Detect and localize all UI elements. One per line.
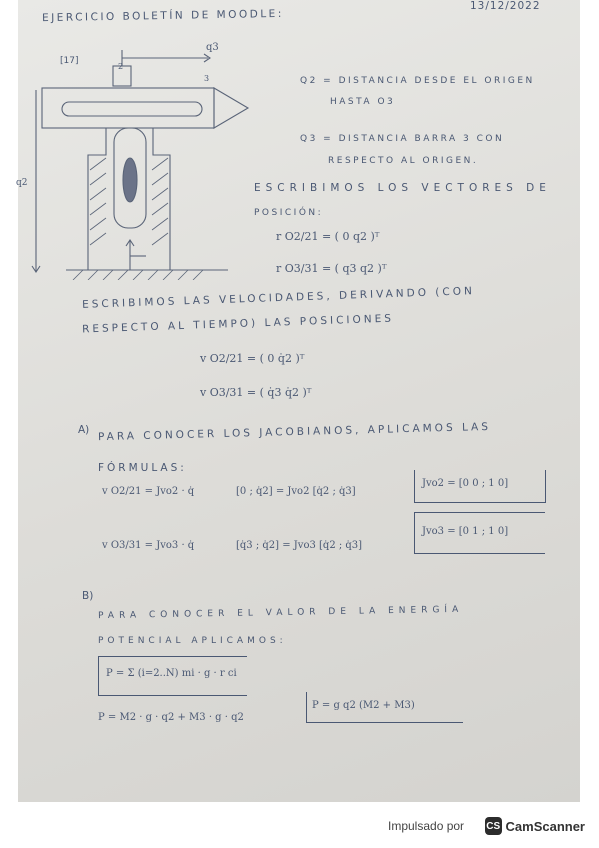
energy-formula: P = Σ (i=2..N) mi · g · r ci xyxy=(106,668,237,679)
velocity-intro-cont: RESPECTO AL TIEMPO) LAS POSICIONES xyxy=(81,312,395,336)
position-vector-o2: r O2/21 = ( 0 q2 )ᵀ xyxy=(276,230,380,243)
position-intro-cont: POSICIÓN: xyxy=(254,208,324,218)
page-title: EJERCICIO BOLETÍN DE MOODLE: xyxy=(41,7,284,25)
mechanism-sketch xyxy=(18,40,278,280)
jacobian-eq2-mid: [q̇3 ; q̇2] = Jvo3 [q̇2 ; q̇3] xyxy=(236,540,363,551)
jacobian-jvo2: Jvo2 = [0 0 ; 1 0] xyxy=(422,478,509,489)
q3-definition-cont: RESPECTO AL ORIGEN. xyxy=(328,156,479,166)
page-date: 13/12/2022 xyxy=(470,0,541,12)
q2-definition-cont: HASTA O3 xyxy=(330,97,396,107)
energy-result: P = g q2 (M2 + M3) xyxy=(312,700,415,711)
position-vector-o3: r O3/31 = ( q3 q2 )ᵀ xyxy=(276,262,387,275)
energy-expansion: P = M2 · g · q2 + M3 · g · q2 xyxy=(98,712,244,723)
part-b-intro-cont: POTENCIAL APLICAMOS: xyxy=(98,636,287,646)
q3-label: q3 xyxy=(206,42,219,53)
velocity-intro: ESCRIBIMOS LAS VELOCIDADES, DERIVANDO (CON xyxy=(81,285,476,311)
position-intro: ESCRIBIMOS LOS VECTORES DE xyxy=(254,182,551,194)
velocity-vector-o3: v O3/31 = ( q̇3 q̇2 )ᵀ xyxy=(200,386,312,399)
body3-label: 3 xyxy=(204,74,210,83)
part-a-intro: PARA CONOCER LOS JACOBIANOS, APLICAMOS LAS xyxy=(97,420,492,444)
q2-label: q2 xyxy=(16,178,28,188)
camscanner-logo-icon: CS xyxy=(485,817,502,835)
velocity-vector-o2: v O2/21 = ( 0 q̇2 )ᵀ xyxy=(200,352,305,365)
part-a-label: A) xyxy=(78,424,90,436)
q3-definition: Q3 = DISTANCIA BARRA 3 CON xyxy=(300,134,505,144)
jacobian-jvo3: Jvo3 = [0 1 ; 1 0] xyxy=(422,526,509,537)
powered-by-text: Impulsado por xyxy=(388,819,465,833)
part-a-intro-cont: FÓRMULAS: xyxy=(98,462,187,474)
q2-definition: Q2 = DISTANCIA DESDE EL ORIGEN xyxy=(300,76,535,86)
camscanner-brand: CamScanner xyxy=(505,818,585,834)
scanned-page xyxy=(18,0,580,802)
part-b-label: B) xyxy=(82,590,94,602)
body2-label: 2 xyxy=(118,62,124,71)
part-b-intro: PARA CONOCER EL VALOR DE LA ENERGÍA xyxy=(97,604,464,622)
jacobian-eq1-mid: [0 ; q̇2] = Jvo2 [q̇2 ; q̇3] xyxy=(236,486,356,497)
camscanner-badge[interactable] xyxy=(485,814,585,838)
jacobian-eq1-left: v O2/21 = Jvo2 · q̇ xyxy=(102,486,195,497)
jacobian-eq2-left: v O3/31 = Jvo3 · q̇ xyxy=(102,540,195,551)
exercise-tag: [17] xyxy=(60,56,79,66)
